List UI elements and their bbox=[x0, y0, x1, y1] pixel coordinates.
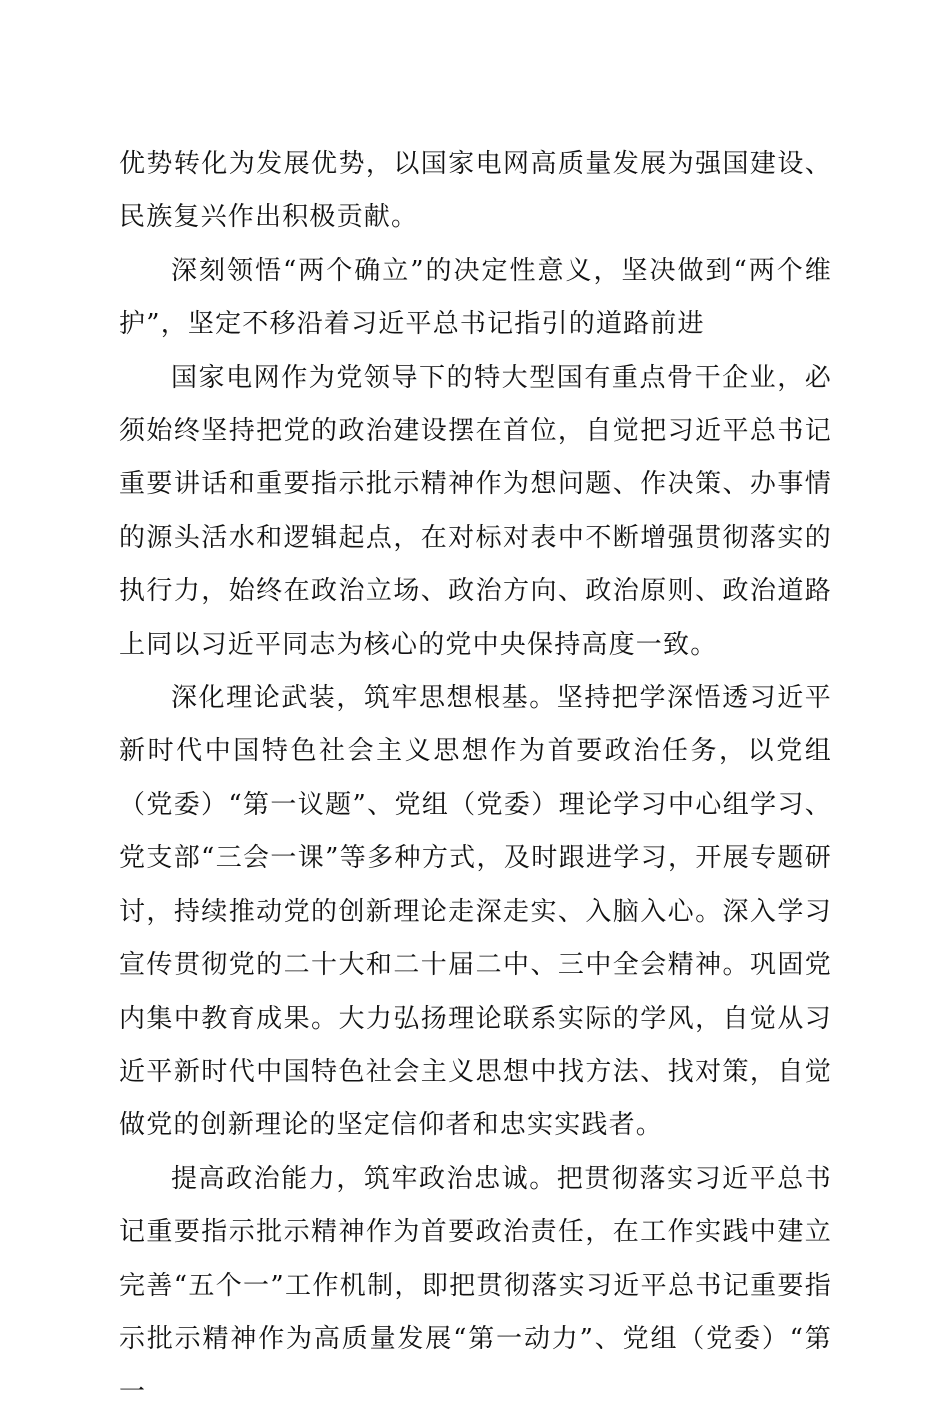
paragraph: 国家电网作为党领导下的特大型国有重点骨干企业，必须始终坚持把党的政治建设摆在首位，自觉把习近平总书记重要讲话和重要指示批示精神作为想问题、作决策、办事情的源头活水和逻辑起点，在对标对表中不断增强贯彻落实的执行力，始终在政治立场、政治方向、政治原则、政治道路上同以习近平同志为核心的党中央保持高度一致。 bbox=[119, 362, 832, 660]
paragraph: 深化理论武装，筑牢思想根基。坚持把学深悟透习近平新时代中国特色社会主义思想作为首要政治任务，以党组（党委）“第一议题”、党组（党委）理论学习中心组学习、党支部“三会一课”等多种方式，及时跟进学习，开展专题研讨，持续推动党的创新理论走深走实、入脑入心。深入学习宣传贯彻党的二十大和二十届二中、三中全会精神。巩固党内集中教育成果。大力弘扬理论联系实际的学风，自觉从习近平新时代中国特色社会主义思想中找方法、找对策，自觉做党的创新理论的坚定信仰者和忠实实践者。 bbox=[119, 683, 832, 1141]
paragraph: 提高政治能力，筑牢政治忠诚。把贯彻落实习近平总书记重要指示批示精神作为首要政治责任，在工作实践中建立完善“五个一”工作机制，即把贯彻落实习近平总书记重要指示批示精神作为高质量发展“第一动力”、党组（党委）“第一 bbox=[119, 1163, 832, 1408]
document-page bbox=[119, 138, 832, 1420]
section-heading: 深刻领悟“两个确立”的决定性意义，坚决做到“两个维护”，坚定不移沿着习近平总书记指引的道路前进 bbox=[119, 255, 832, 340]
paragraph-continuation: 优势转化为发展优势，以国家电网高质量发展为强国建设、民族复兴作出积极贡献。 bbox=[119, 149, 832, 233]
